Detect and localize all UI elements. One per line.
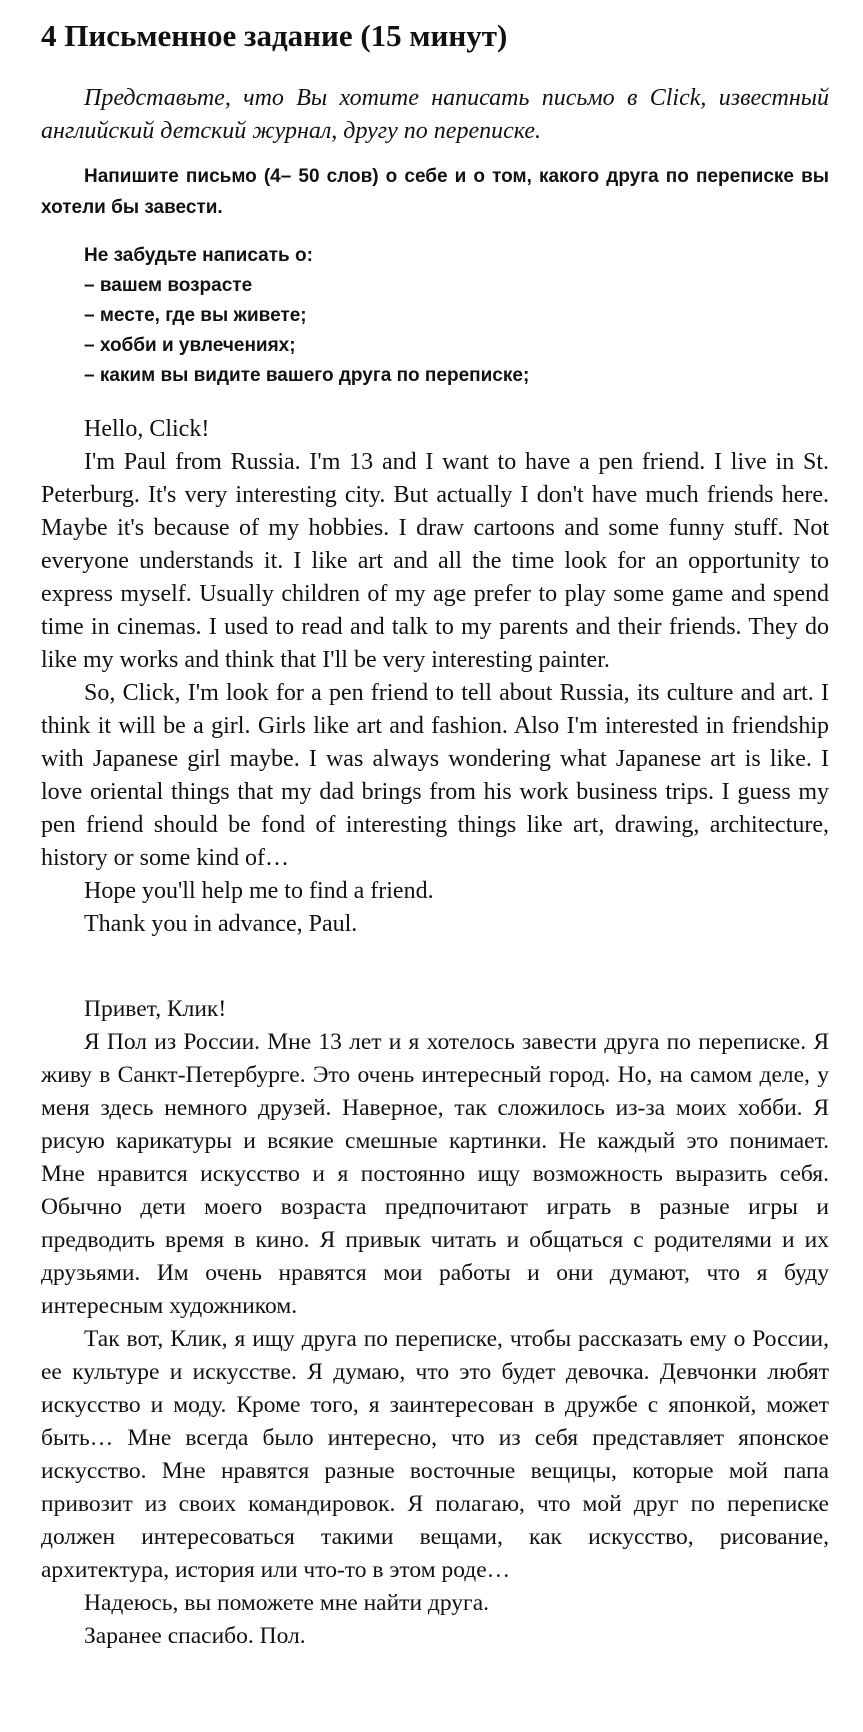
letter-ru-greeting: Привет, Клик! xyxy=(84,996,227,1022)
letter-en-closing-2: Thank you in advance, Paul. xyxy=(84,911,358,937)
letter-english xyxy=(41,413,829,941)
letter-ru-paragraph-2: Так вот, Клик, я ищу друга по переписке, чтобы рассказать ему о России, ее культуре и искусстве. Я думаю, что это будет девочка. Девчонки любят искусство и моду. Кроме того, я заинтересован в дружбе с японкой, может быть… Мне всегда было интересно, что из себя представляет японское искусство. Мне нравятся разные восточные вещицы, которые мой папа привозит из своих командировок. Я полагаю, что мой друг по переписке должен интересоваться такими вещами, как искусство, рисование, архитектура, история или что-то в этом роде… xyxy=(41,1326,829,1583)
letter-ru-closing-2: Заранее спасибо. Пол. xyxy=(84,1623,306,1649)
letter-en-closing-1: Hope you'll help me to find a friend. xyxy=(84,878,434,904)
reminder-item-place: – месте, где вы живете; xyxy=(84,305,307,326)
letter-russian xyxy=(41,993,829,1653)
letter-en-paragraph-2: So, Click, I'm look for a pen friend to tell about Russia, its culture and art. I think it will be a girl. Girls like art and fashion. Also I'm interested in friendship with Japanese girl maybe. I was always wondering what Japanese art is like. I love oriental things that my dad brings from his work business trips. I guess my pen friend should be fond of interesting things like art, drawing, architecture, history or some kind of… xyxy=(41,680,829,871)
task-instruction: Напишите письмо (4– 50 слов) о себе и о том, какого друга по переписке вы хотели бы завести. xyxy=(41,166,829,218)
page-title: 4 Письменное задание (15 минут) xyxy=(41,18,508,53)
reminder-title: Не забудьте написать о: xyxy=(84,245,313,266)
reminder-item-age: – вашем возрасте xyxy=(84,275,253,296)
task-intro: Представьте, что Вы хотите написать письмо в Click, известный английский детский журнал, другу по переписке. xyxy=(41,85,829,144)
reminder-item-hobbies: – хобби и увлечениях; xyxy=(84,335,296,356)
reminder-block xyxy=(41,241,829,391)
letter-en-greeting: Hello, Click! xyxy=(84,416,210,442)
page xyxy=(41,16,829,1653)
letter-en-paragraph-1: I'm Paul from Russia. I'm 13 and I want to have a pen friend. I live in St. Peterburg. It's very interesting city. But actually I don't have much friends here. Maybe it's because of my hobbies. I draw cartoons and some funny stuff. Not everyone understands it. I like art and all the time look for an opportunity to express myself. Usually children of my age prefer to play some game and spend time in cinemas. I used to read and talk to my parents and their friends. They do like my works and think that I'll be very interesting painter. xyxy=(41,449,829,673)
reminder-list xyxy=(84,271,829,391)
letter-ru-paragraph-1: Я Пол из России. Мне 13 лет и я хотелось завести друга по переписке. Я живу в Санкт-Петербурге. Это очень интересный город. Но, на самом деле, у меня здесь немного друзей. Наверное, так сложилось из-за моих хобби. Я рисую карикатуры и всякие смешные картинки. Не каждый это понимает. Мне нравится искусство и я постоянно ищу возможность выразить себя. Обычно дети моего возраста предпочитают играть в разные игры и предводить время в кино. Я привык читать и общаться с родителями и их друзьями. Им очень нравятся мои работы и они думают, что я буду интересным художником. xyxy=(41,1029,829,1319)
reminder-item-friend: – каким вы видите вашего друга по переписке; xyxy=(84,365,530,386)
letter-ru-closing-1: Надеюсь, вы поможете мне найти друга. xyxy=(84,1590,489,1616)
